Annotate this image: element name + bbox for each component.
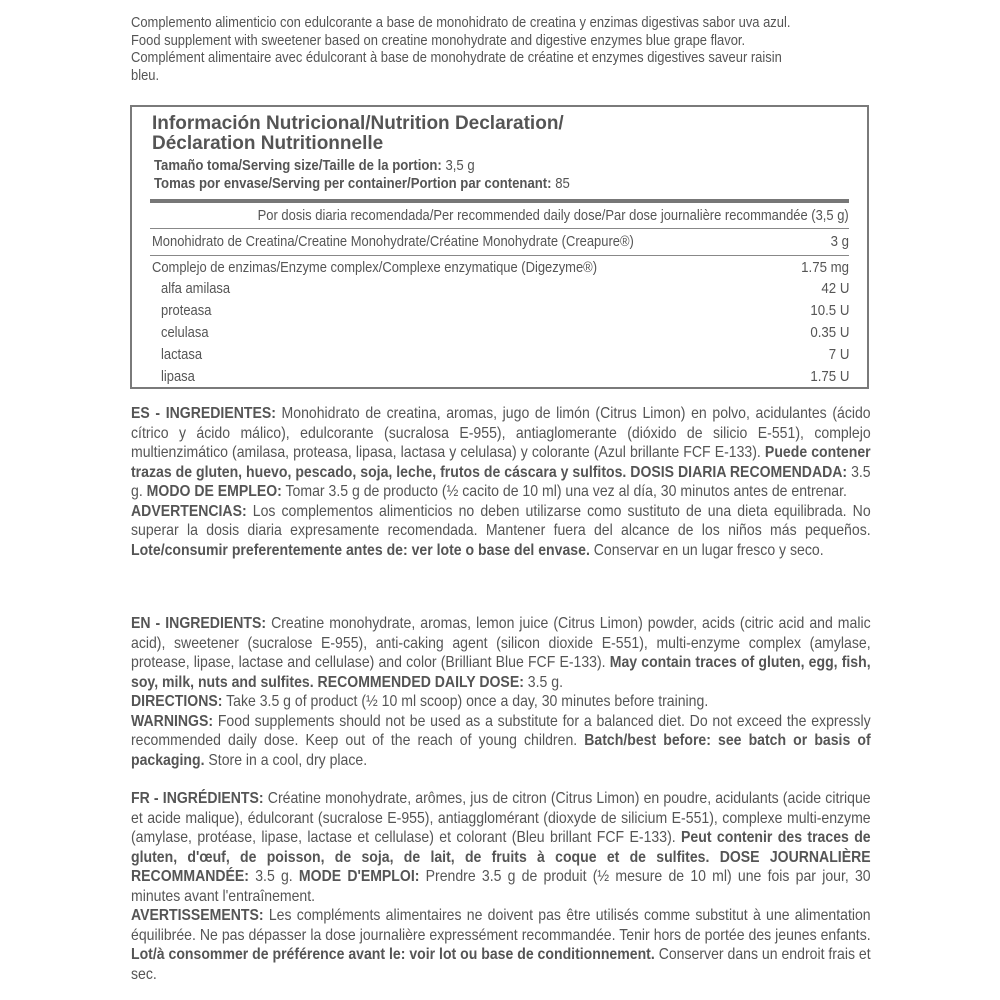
servings-label: Tomas por envase/Serving per container/Portion par contenant: <box>154 176 552 192</box>
nutrient-value: 1.75 mg <box>801 260 849 276</box>
fr-use-text: Prendre 3.5 g de produit (½ mesure de 10 ml) une fois par jour, 30 minutes avant l'entraînement. <box>131 868 871 905</box>
description-fr-line1: Complément alimentaire avec édulcorant à base de monohydrate de créatine et enzymes digestives saveur raisin <box>131 50 782 67</box>
description-fr-line2: bleu. <box>131 67 160 84</box>
es-warnings-label: ADVERTENCIAS: <box>131 502 247 520</box>
divider-thick <box>150 199 849 203</box>
es-storage: Conservar en un lugar fresco y seco. <box>593 541 824 559</box>
nutrient-value: 0.35 U <box>809 325 849 341</box>
nutrition-title <box>152 114 564 153</box>
nutrient-row-lipase <box>152 366 849 388</box>
fr-batch: Lot/à consommer de préférence avant le: voir lot ou base de conditionnement. <box>131 946 655 963</box>
en-directions-text: Take 3.5 g of product (½ 10 ml scoop) once a day, 30 minutes before training. <box>226 693 709 710</box>
divider-thin <box>150 228 849 229</box>
es-batch: Lote/consumir preferentemente antes de: ver lote o base del envase. <box>131 541 590 559</box>
en-ingredients-text: Creatine monohydrate, aromas, lemon juice (Citrus Limon) powder, acids (citric acid and malic acid), sweetener (sucralose E-955), anti-caking agent (silicon dioxide E-551), multi-enzyme complex (amylase, protease, lipase, lactase and cellulase) and color (Brilliant Blue FCF E-133). <box>131 615 871 671</box>
es-use-text: Tomar 3.5 g de producto (½ cacito de 10 ml) una vez al día, 30 minutos antes de entrenar. <box>285 483 847 500</box>
nutrient-label: celulasa <box>161 325 209 341</box>
fr-use-label: MODE D'EMPLOI: <box>298 868 420 885</box>
section-es <box>131 404 871 560</box>
nutrient-label: Monohidrato de Creatina/Creatine Monohydrate/Créatine Monohydrate (Creapure®) <box>152 234 634 250</box>
en-warnings-label: WARNINGS: <box>131 712 214 730</box>
nutrition-title-line1: Información Nutricional/Nutrition Declaration/ <box>152 113 564 134</box>
description-es: Complemento alimenticio con edulcorante a base de monohidrato de creatina y enzimas digestivas sabor uva azul. <box>131 15 791 31</box>
es-dose-label: DOSIS DIARIA RECOMENDADA: <box>630 463 848 481</box>
nutrient-label: proteasa <box>161 303 212 319</box>
nutrient-value: 3 g <box>830 234 849 250</box>
en-directions-label: DIRECTIONS: <box>131 693 223 710</box>
fr-ingredients-text: Créatine monohydrate, arômes, jus de citron (Citrus Limon) en poudre, acidulants (acide citrique et acide malique), édulcorant (sucralose E-955), antiagglomérant (dioxyde de silicium E-551), complexe multi-enzyme (amylase, protéase, lipase, lactase et cellulase) et colorant (Bleu brillant FCF E-133). <box>131 790 871 846</box>
section-fr <box>131 789 871 984</box>
nutrient-value: 1.75 U <box>809 369 849 385</box>
nutrient-label: lactasa <box>161 347 203 363</box>
serving-size-label: Tamaño toma/Serving size/Taille de la portion: <box>154 158 442 174</box>
es-ingredients-label: ES - INGREDIENTES: <box>131 405 276 422</box>
nutrient-row-alpha-amylase <box>152 278 849 300</box>
en-storage: Store in a cool, dry place. <box>208 751 368 769</box>
es-warnings-text: Los complementos alimenticios no deben utilizarse como sustituto de una dieta equilibrada. No superar la dosis diaria expresamente recomendada. Mantener fuera del alcance de los niños más pequeños. <box>131 502 871 539</box>
nutrition-title-line2: Déclaration Nutritionnelle <box>152 132 384 154</box>
section-en <box>131 614 871 770</box>
fr-warnings-text: Les compléments alimentaires ne doivent pas être utilisés comme substitut à une alimentation équilibrée. Ne pas dépasser la dose journalière expressément recommandée. Tenir hors de portée des jeunes enfants. <box>131 907 871 944</box>
en-batch: Batch/best before: see batch or basis of packaging. <box>131 732 871 769</box>
nutrient-value: 42 U <box>821 281 849 297</box>
nutrient-label: lipasa <box>161 369 195 385</box>
nutrient-row-cellulase <box>152 322 849 344</box>
es-ingredients-text: Monohidrato de creatina, aromas, jugo de limón (Citrus Limon) en polvo, acidulantes (ácido cítrico y ácido málico), edulcorante (sucralosa E-955), antiaglomerante (dióxido de silicio E-551), complejo multienzimático (amilasa, proteasa, lipasa, lactasa y celulasa) y colorante (Azul brillante FCF E-133). <box>131 405 871 461</box>
nutrient-row-lactase <box>152 344 849 366</box>
fr-traces: Peut contenir des traces de gluten, d'œuf, de poisson, de soja, de lait, de fruits à coque et de sulfites. <box>131 829 871 866</box>
nutrient-value: 10.5 U <box>809 303 849 319</box>
en-ingredients-label: EN - INGREDIENTS: <box>131 615 267 632</box>
nutrient-row-creatine <box>152 231 849 253</box>
serving-info <box>154 157 570 193</box>
product-description <box>131 15 797 85</box>
divider-thin <box>150 255 849 256</box>
nutrient-row-protease <box>152 300 849 322</box>
nutrient-value: 7 U <box>828 347 849 363</box>
servings-value: 85 <box>555 176 570 192</box>
es-dose-text: 3.5 g. <box>131 463 871 500</box>
fr-ingredients-label: FR - INGRÉDIENTS: <box>131 790 264 807</box>
fr-dose-label: DOSE JOURNALIÈRE RECOMMANDÉE: <box>131 848 871 885</box>
nutrient-label: Complejo de enzimas/Enzyme complex/Complexe enzymatique (Digezyme®) <box>152 260 598 276</box>
column-header <box>150 205 849 227</box>
nutrition-panel <box>130 105 869 389</box>
en-traces: May contain traces of gluten, egg, fish, soy, milk, nuts and sulfites. <box>131 654 871 691</box>
column-header-text: Por dosis diaria recomendada/Per recommended daily dose/Par dose journalière recommandée (3,5 g) <box>257 208 849 224</box>
en-dose-label: RECOMMENDED DAILY DOSE: <box>317 673 524 691</box>
nutrient-row-enzyme-complex <box>152 257 849 279</box>
description-en: Food supplement with sweetener based on creatine monohydrate and digestive enzymes blue grape flavor. <box>131 32 746 49</box>
es-traces: Puede contener trazas de gluten, huevo, pescado, soja, leche, frutos de cáscara y sulfitos. <box>131 444 871 481</box>
en-warnings-text: Food supplements should not be used as a substitute for a balanced diet. Do not exceed the expressly recommended daily dose. Keep out of the reach of young children. <box>131 712 871 749</box>
fr-storage: Conserver dans un endroit frais et sec. <box>131 946 871 983</box>
fr-warnings-label: AVERTISSEMENTS: <box>131 907 264 924</box>
serving-size-value: 3,5 g <box>445 158 475 174</box>
en-dose-text: 3.5 g. <box>527 673 564 691</box>
nutrient-label: alfa amilasa <box>161 281 231 297</box>
es-use-label: MODO DE EMPLEO: <box>146 483 282 500</box>
fr-dose-text: 3.5 g. <box>255 868 293 885</box>
